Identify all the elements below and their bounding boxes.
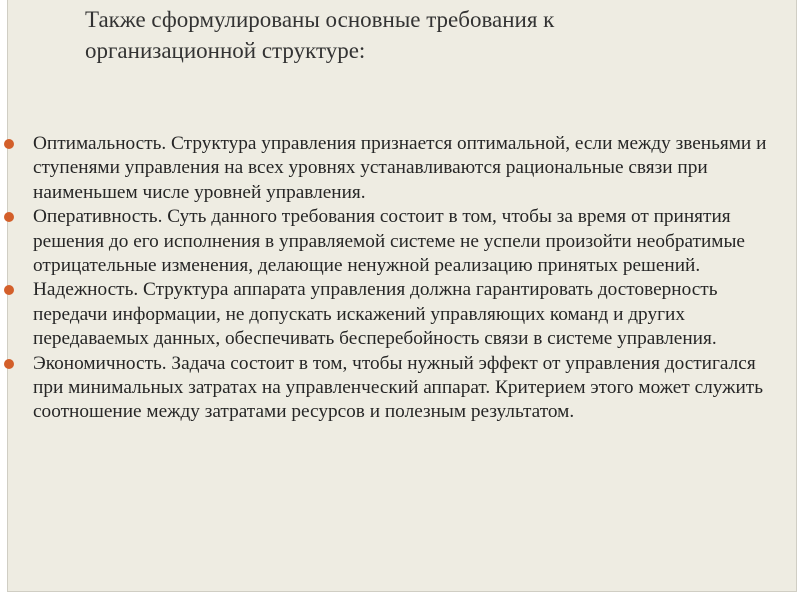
bullet-dot-icon bbox=[4, 359, 14, 369]
bullet-dot-icon bbox=[4, 139, 14, 149]
bullet-text: Экономичность. Задача состоит в том, чтобы нужный эффект от управления достигался при минимальных затратах на управленческий аппарат. Критерием этого может служить соотношение между затратами ресурсов и полезным результатом. bbox=[33, 352, 764, 423]
bullet-dot-icon bbox=[4, 285, 14, 295]
bullet-text: Оперативность. Суть данного требования состоит в том, чтобы за время от принятия решения до его исполнения в управляемой системе не успели произойти необратимые отрицательные изменения, делающие ненужной реализацию принятых решений. bbox=[33, 206, 745, 277]
bullet-list bbox=[0, 132, 800, 425]
bullet-text: Оптимальность. Структура управления признается оптимальной, если между звеньями и ступенями управления на всех уровнях устанавливаются рациональные связи при наименьшем числе уровней управления. bbox=[33, 133, 767, 203]
bullet-item-economy bbox=[0, 352, 800, 425]
bullet-dot-icon bbox=[4, 212, 14, 222]
bullet-item-reliability bbox=[0, 278, 800, 351]
bullet-item-efficiency bbox=[0, 205, 800, 278]
bullet-item-optimality bbox=[0, 132, 800, 205]
slide-title: Также сформулированы основные требования к организационной структуре: bbox=[85, 7, 555, 63]
bullet-text: Надежность. Структура аппарата управления должна гарантировать достоверность передачи информации, не допускать искажений управляющих команд и других передаваемых данных, обеспечивать бесперебойность связи в системе управления. bbox=[33, 279, 718, 350]
